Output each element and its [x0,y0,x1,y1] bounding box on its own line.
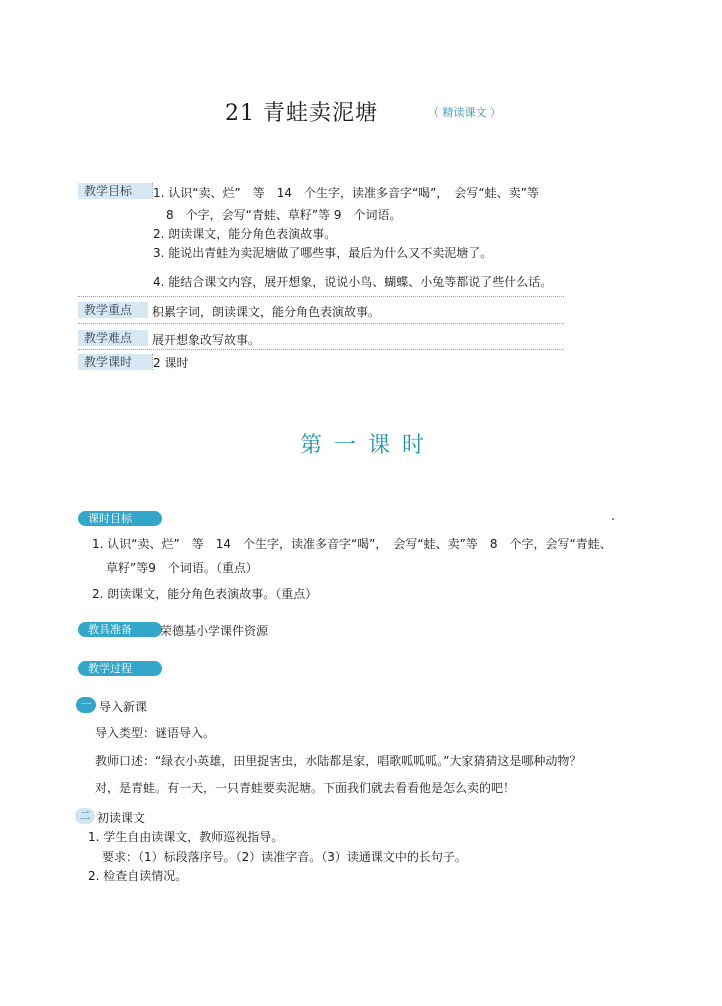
section-title: 第一课时 [300,433,437,458]
step-title-1: 导入新课 [99,700,148,714]
lesson-type-tag: （ 精读课文 ） [428,106,501,119]
row-divider [78,296,564,297]
goal-item-1: 1. 认识“卖、烂” 等 14 个生字，读准多音字“喝”， 会写“蛙、卖”等 [153,186,539,200]
tools-label: 教具准备 [78,622,162,637]
step-number-2: 二 [75,808,95,824]
row-divider [78,349,564,350]
step-title-2: 初读课文 [97,811,146,825]
hours-label: 教学课时 [78,354,152,370]
step-1-line-3: 对，是青蛙。有一天，一只青蛙要卖泥塘。下面我们就去看看他是怎么卖的吧！ [95,781,516,795]
step-1-line-1: 导入类型：谜语导入。 [95,726,216,740]
difficulty-text: 展开想象改写故事。 [152,333,261,347]
page-title: 21 青蛙卖泥塘 [225,101,378,126]
objective-item-2: 2. 朗读课文，能分角色表演故事。（重点） [92,587,318,601]
objective-item-1: 1. 认识“卖、烂” 等 14 个生字，读准多音字“喝”， 会写“蛙、卖”等 8 个字，会写“青蛙、 [92,537,612,551]
key-points-text: 积累字词，朗读课文，能分角色表演故事。 [152,305,381,319]
goal-item-2: 2. 朗读课文，能分角色表演故事。 [153,227,337,241]
hours-text: 2 课时 [153,356,189,370]
step-2-line-1: 1. 学生自由读课文，教师巡视指导。 [88,830,284,844]
key-points-label: 教学重点 [78,302,148,318]
goal-item-3: 3. 能说出青蛙为卖泥塘做了哪些事，最后为什么又不卖泥塘了。 [153,246,493,260]
step-number-1: 一 [76,697,96,713]
stray-mark [612,518,614,520]
tools-text: 荣德基小学课件资源 [160,624,269,638]
process-label: 教学过程 [78,661,162,676]
goal-item-1-cont: 8 个字，会写“青蛙、草籽”等 9 个词语。 [166,208,402,222]
objectives-label: 课时目标 [78,511,162,526]
step-1-line-2: 教师口述：“绿衣小英雄，田里捉害虫，水陆都是家，唱歌呱呱呱。”大家猜猜这是哪种动物？ [95,754,582,768]
objective-item-1-cont: 草籽”等9 个词语。（重点） [106,561,258,575]
step-2-line-3: 2. 检查自读情况。 [88,869,188,883]
difficulty-label: 教学难点 [78,330,148,346]
row-divider [78,323,564,324]
step-2-line-2: 要求：（1）标段落序号。（2）读准字音。（3）读通课文中的长句子。 [102,850,467,864]
goal-item-4: 4. 能结合课文内容，展开想象，说说小鸟、蝴蝶、小兔等都说了些什么话。 [153,275,553,289]
goals-label: 教学目标 [78,183,152,199]
